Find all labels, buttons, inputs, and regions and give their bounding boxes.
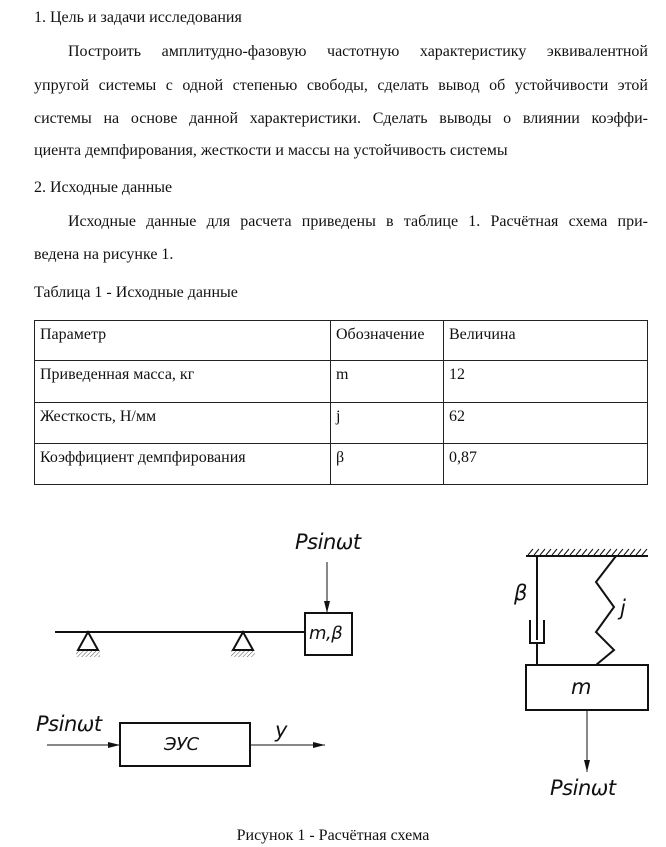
table-cell: m — [331, 361, 444, 403]
paragraph-line: Исходные данные для расчета приведены в таблице 1. Расчётная схема при- — [68, 213, 648, 230]
support-icon — [233, 632, 253, 650]
input-force-label: Psinωt — [36, 712, 102, 736]
table-cell: Жесткость, Н/мм — [35, 403, 331, 444]
header-cell: Величина — [444, 321, 648, 361]
beam-mass-label: m,β — [309, 623, 343, 644]
damper — [530, 556, 544, 665]
paragraph-line: системы на основе данной характеристики. Сделать выводы о влиянии коэффи- — [34, 110, 648, 127]
output-label: y — [275, 718, 287, 742]
table-caption: Таблица 1 - Исходные данные — [34, 284, 238, 301]
table-cell: j — [331, 403, 444, 444]
table-cell: 12 — [444, 361, 648, 403]
damping-label: β — [514, 581, 527, 605]
force-label: Psinωt — [295, 530, 361, 554]
table-cell: 62 — [444, 403, 648, 444]
block-label: ЭУС — [164, 734, 199, 755]
table-cell: Приведенная масса, кг — [35, 361, 331, 403]
table-cell: Коэффициент демпфирования — [35, 444, 331, 485]
table-cell: β — [331, 444, 444, 485]
header-cell: Обозначение — [331, 321, 444, 361]
header-cell: Параметр — [35, 321, 331, 361]
section-1-heading: 1. Цель и задачи исследования — [34, 9, 242, 26]
section-2-heading: 2. Исходные данные — [34, 179, 173, 196]
table-cell: 0,87 — [444, 444, 648, 485]
support-icon — [78, 632, 98, 650]
paragraph-line: ведена на рисунке 1. — [34, 246, 174, 263]
paragraph-line: Построить амплитудно-фазовую частотную характеристику эквивалентной — [68, 43, 648, 60]
paragraph-line: циента демпфирования, жесткости и массы на устойчивость системы — [34, 142, 508, 159]
figure-caption: Рисунок 1 - Расчётная схема — [236, 827, 430, 844]
paragraph-line: упругой системы с одной степенью свободы, сделать вывод об устойчивости этой — [34, 77, 648, 94]
spring — [596, 556, 616, 665]
stiffness-label: j — [620, 596, 626, 620]
output-force-label: Psinωt — [550, 776, 616, 800]
mass-label: m — [571, 675, 591, 699]
